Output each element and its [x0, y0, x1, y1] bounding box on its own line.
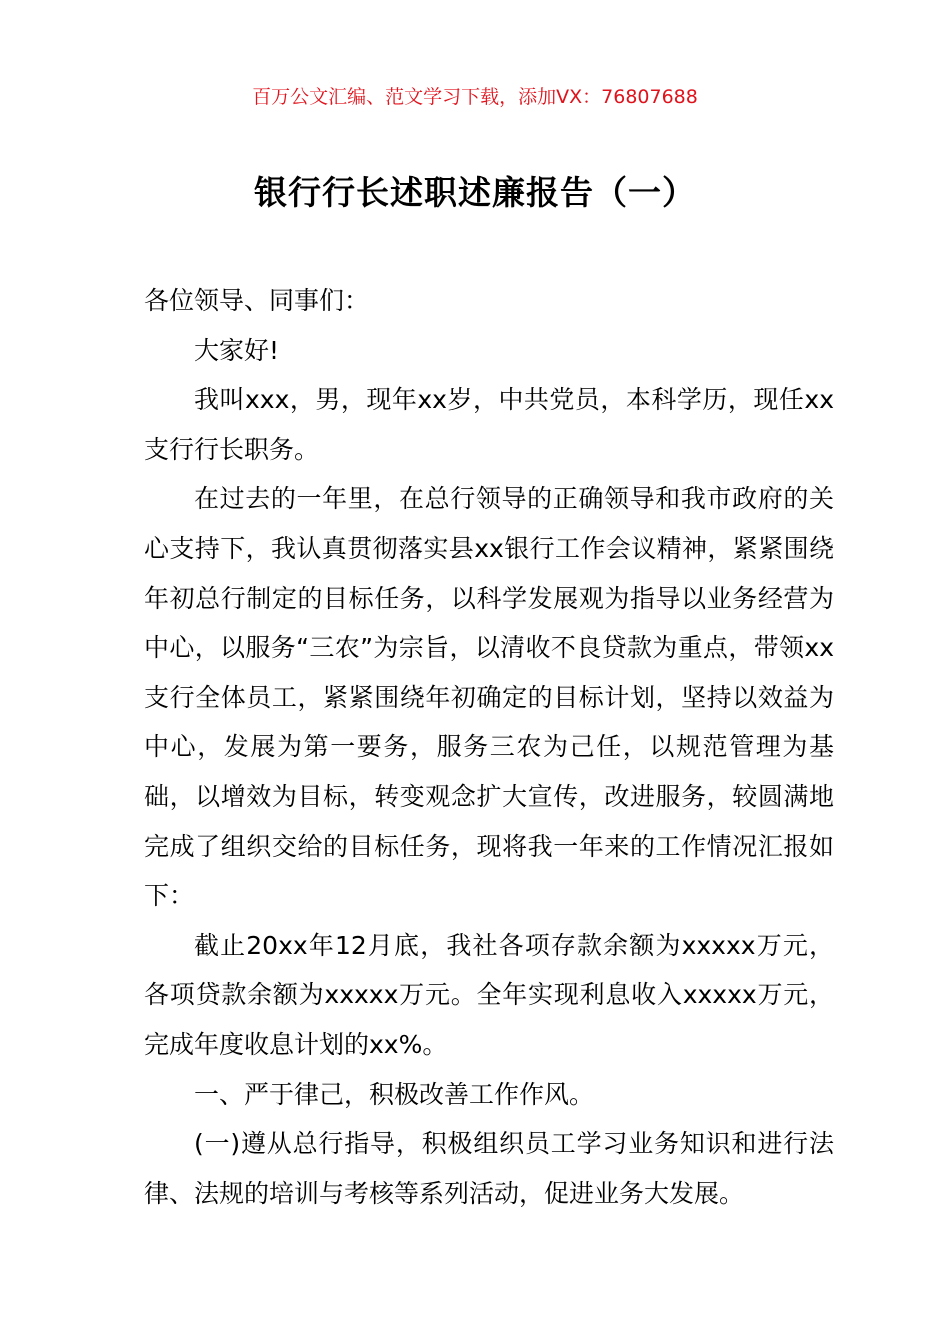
section-heading-1: 一、严于律己，积极改善工作作风。: [194, 1079, 595, 1109]
download-banner: 百万公文汇编、范文学习下载，添加VX：76807688: [252, 86, 698, 108]
paragraph-overview: 在过去的一年里，在总行领导的正确领导和我市政府的关心支持下，我认真贯彻落实县xx银行工作会议精神，紧紧围绕年初总行制定的目标任务，以科学发展观为指导以业务经营为中心，以服务“三农”为宗旨，以清收不良贷款为重点，带领xx支行全体员工，紧紧围绕年初确定的目标计划，坚持以效益为中心，发展为第一要务，服务三农为己任，以规范管理为基础，以增效为目标，转变观念扩大宣传，改进服务，较圆满地完成了组织交给的目标任务，现将我一年来的工作情况汇报如下：: [144, 484, 834, 911]
paragraph-introduction: 我叫xxx，男，现年xx岁，中共党员，本科学历，现任xx支行行长职务。: [144, 385, 834, 464]
paragraph-figures: 截止20xx年12月底，我社各项存款余额为xxxxx万元，各项贷款余额为xxxxx万元。全年实现利息收入xxxxx万元，完成年度收息计划的xx%。: [144, 930, 834, 1059]
subsection-1: (一)遵从总行指导，积极组织员工学习业务知识和进行法律、法规的培训与考核等系列活动，促进业务大发展。: [144, 1129, 834, 1208]
salutation: 各位领导、同事们：: [144, 286, 370, 315]
document-body: [144, 276, 834, 1218]
paragraph-greeting: 大家好!: [194, 335, 280, 365]
document-title: 银行行长述职述廉报告（一）: [254, 173, 696, 212]
